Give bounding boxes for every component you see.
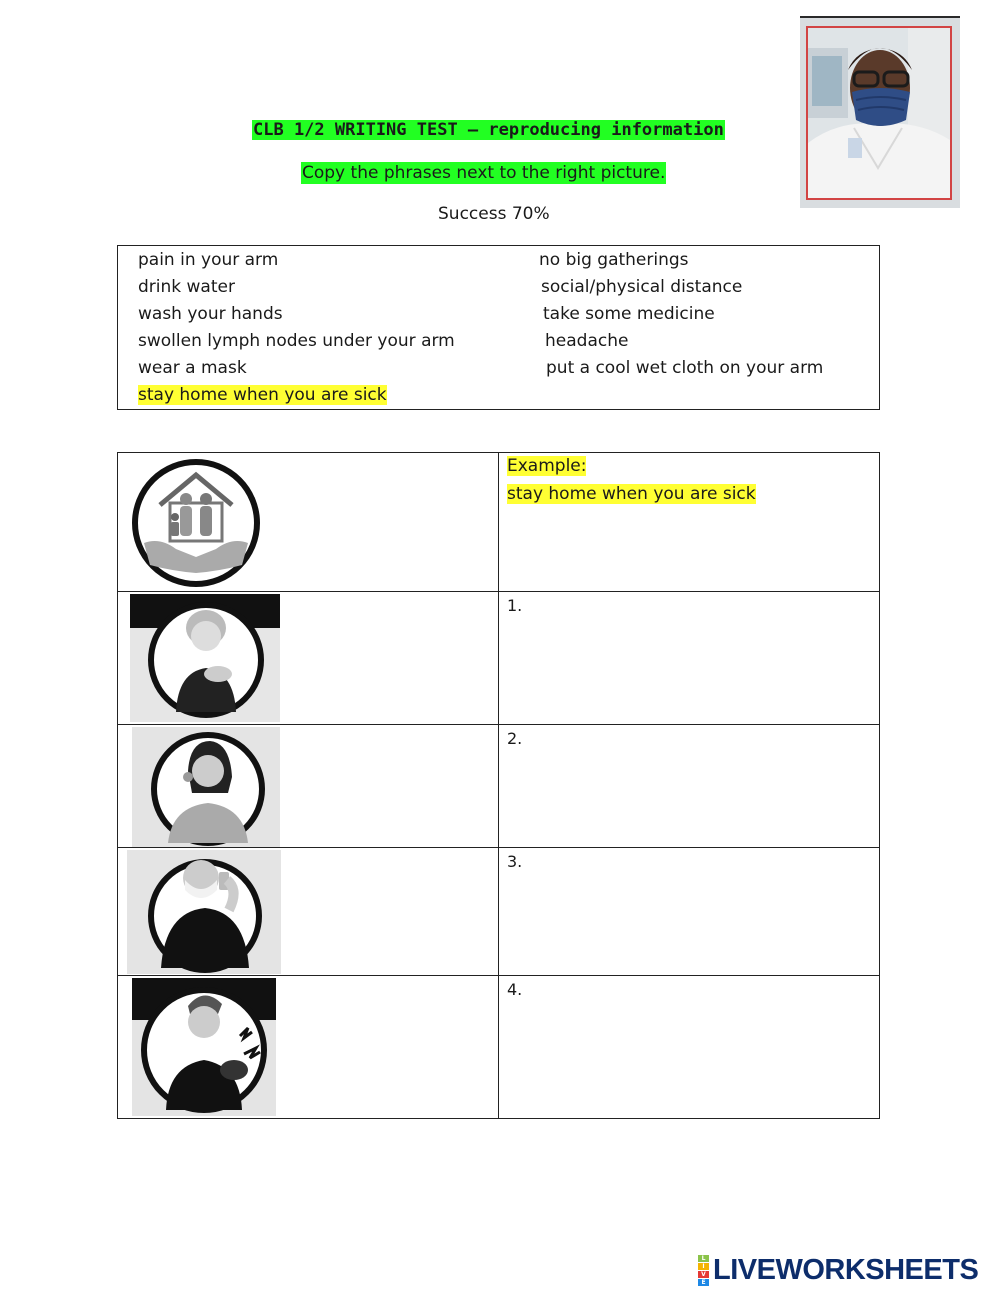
answer-number: 4. — [507, 980, 523, 999]
masked-person-icon — [808, 28, 950, 198]
woman-taking-pill-icon — [132, 727, 280, 847]
house-family-hands-icon — [130, 457, 262, 589]
table-row — [118, 453, 879, 592]
table-row — [118, 592, 879, 725]
word-bank-phrase: no big gatherings — [539, 250, 689, 270]
word-bank-phrase: drink water — [138, 277, 235, 297]
picture-cell — [118, 848, 499, 975]
word-bank — [117, 245, 880, 410]
word-bank-phrase: wash your hands — [138, 304, 283, 324]
table-row — [118, 976, 879, 1118]
picture-cell — [118, 976, 499, 1118]
word-bank-phrase: social/physical distance — [541, 277, 743, 297]
old-man-drinking-icon — [127, 850, 281, 974]
example-answer: stay home when you are sick — [507, 484, 756, 504]
word-bank-phrase: pain in your arm — [138, 250, 279, 270]
answer-cell[interactable] — [499, 725, 879, 847]
answer-number: 1. — [507, 596, 523, 615]
table-row — [118, 848, 879, 976]
success-threshold: Success 70% — [438, 204, 550, 224]
picture-answer-table — [117, 452, 880, 1119]
word-bank-phrase: headache — [545, 331, 629, 351]
answer-cell-example — [499, 453, 879, 591]
brand-name: LIVEWORKSHEETS — [713, 1253, 979, 1286]
logo-blocks-icon: L I V E — [698, 1255, 709, 1286]
answer-number: 2. — [507, 729, 523, 748]
example-label: Example: — [507, 456, 587, 476]
word-bank-phrase: put a cool wet cloth on your arm — [546, 358, 824, 378]
woman-sanitizing-hands-icon — [130, 594, 280, 722]
photo-frame — [806, 26, 952, 200]
liveworksheets-logo — [698, 1254, 978, 1286]
picture-cell — [118, 725, 499, 847]
answer-number: 3. — [507, 852, 523, 871]
word-bank-phrase: wear a mask — [138, 358, 247, 378]
answer-cell[interactable] — [499, 592, 879, 724]
instruction-text: Copy the phrases next to the right picture. — [302, 163, 666, 183]
health-worker-photo — [800, 16, 960, 208]
page-title: CLB 1/2 WRITING TEST – reproducing information — [253, 120, 724, 140]
picture-cell — [118, 453, 499, 591]
man-arm-pain-icon — [132, 978, 276, 1116]
table-row — [118, 725, 879, 848]
word-bank-phrase: swollen lymph nodes under your arm — [138, 331, 455, 351]
picture-cell — [118, 592, 499, 724]
answer-cell[interactable] — [499, 848, 879, 975]
answer-cell[interactable] — [499, 976, 879, 1118]
word-bank-phrase-highlighted: stay home when you are sick — [138, 385, 387, 405]
word-bank-phrase: take some medicine — [543, 304, 715, 324]
